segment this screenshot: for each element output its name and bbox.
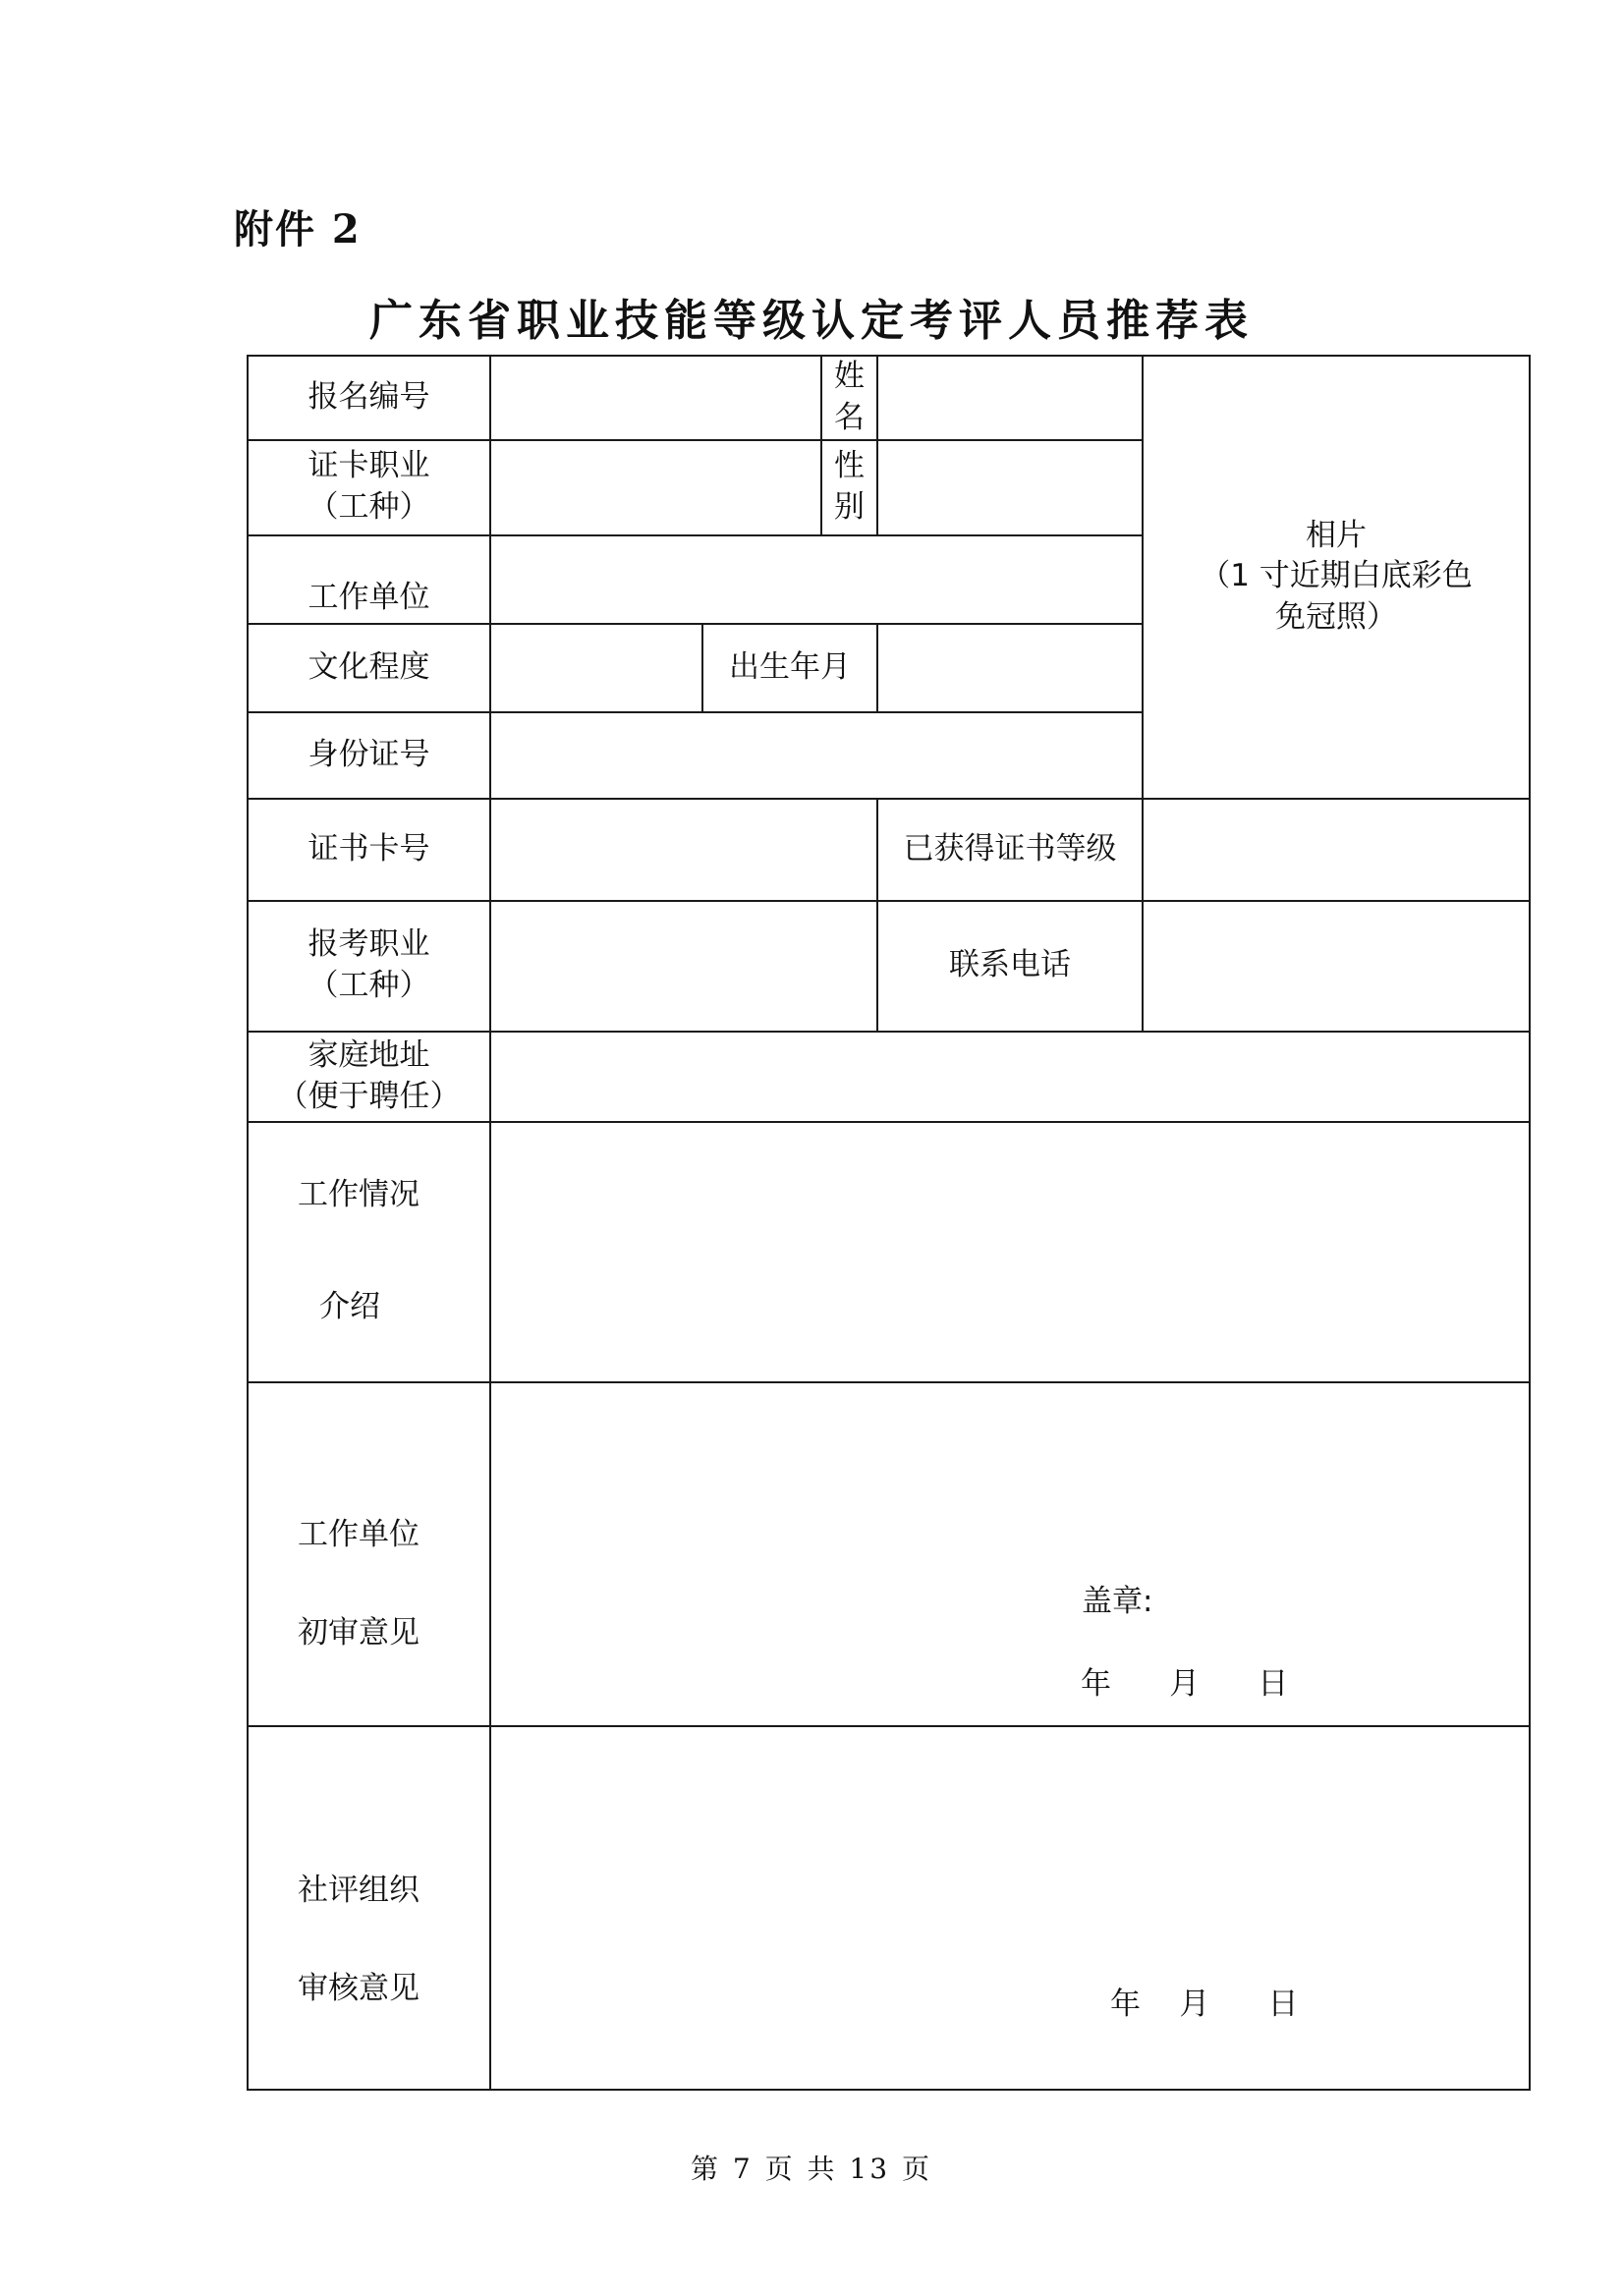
birth-date-field[interactable] <box>877 624 1143 712</box>
work-unit-field[interactable] <box>490 535 1143 624</box>
org-review-date: 年 月 日 <box>1110 1986 1299 2022</box>
phone-field[interactable] <box>1143 901 1530 1032</box>
photo-size-note: （1 寸近期白底彩色 <box>1200 558 1473 594</box>
applied-occupation-label <box>248 901 490 1032</box>
photo-style-note: 免冠照） <box>1275 599 1397 636</box>
id-number-label: 身份证号 <box>248 712 490 799</box>
cert-occupation-subtext: （工种） <box>308 489 430 526</box>
org-review-subtext: 审核意见 <box>298 1970 420 2006</box>
applied-occupation-text: 报考职业 <box>308 926 430 963</box>
page-footer: 第 7 页 共 13 页 <box>691 2153 932 2185</box>
form-title: 广东省职业技能等级认定考评人员推荐表 <box>369 296 1254 346</box>
cert-occupation-text: 证卡职业 <box>308 448 430 484</box>
obtained-cert-level-field[interactable] <box>1143 799 1530 901</box>
id-number-field[interactable] <box>490 712 1143 799</box>
home-address-subtext: （便于聘任） <box>277 1078 461 1114</box>
work-situation-label <box>248 1122 490 1382</box>
cert-occupation-field[interactable] <box>490 440 821 535</box>
home-address-text: 家庭地址 <box>308 1036 430 1073</box>
unit-opinion-field[interactable] <box>490 1382 1530 1726</box>
unit-opinion-label <box>248 1382 490 1726</box>
photo-label: 相片 <box>1306 517 1367 553</box>
cert-card-no-label: 证书卡号 <box>248 799 490 901</box>
phone-label: 联系电话 <box>877 901 1143 1032</box>
gender-label: 性别 <box>821 440 877 535</box>
work-situation-text: 工作情况 <box>298 1177 420 1213</box>
org-review-text: 社评组织 <box>298 1872 420 1908</box>
home-address-label <box>248 1032 490 1122</box>
education-label: 文化程度 <box>248 624 490 712</box>
unit-opinion-text: 工作单位 <box>298 1516 420 1552</box>
education-field[interactable] <box>490 624 702 712</box>
applied-occupation-field[interactable] <box>490 901 877 1032</box>
unit-opinion-date: 年 月 日 <box>1081 1665 1289 1702</box>
work-situation-subtext: 介绍 <box>319 1289 380 1325</box>
unit-opinion-subtext: 初审意见 <box>298 1614 420 1651</box>
name-label-text: 姓名 <box>834 359 865 435</box>
seal-label: 盖章: <box>1082 1583 1153 1619</box>
home-address-field[interactable] <box>490 1032 1530 1122</box>
obtained-cert-level-label: 已获得证书等级 <box>877 799 1143 901</box>
name-label <box>821 356 877 440</box>
org-review-field[interactable] <box>490 1726 1530 2090</box>
org-review-label <box>248 1726 490 2090</box>
photo-box[interactable] <box>1143 356 1530 799</box>
birth-date-label: 出生年月 <box>702 624 877 712</box>
work-unit-label: 工作单位 <box>248 535 490 624</box>
cert-card-no-field[interactable] <box>490 799 877 901</box>
registration-no-label: 报名编号 <box>248 356 490 440</box>
name-field[interactable] <box>877 356 1143 440</box>
recommendation-form-table <box>247 355 1531 2091</box>
cert-occupation-label <box>248 440 490 535</box>
registration-no-field[interactable] <box>490 356 821 440</box>
gender-field[interactable] <box>877 440 1143 535</box>
work-situation-field[interactable] <box>490 1122 1530 1382</box>
applied-occupation-subtext: （工种） <box>308 968 430 1004</box>
attachment-label: 附件 2 <box>234 206 362 252</box>
